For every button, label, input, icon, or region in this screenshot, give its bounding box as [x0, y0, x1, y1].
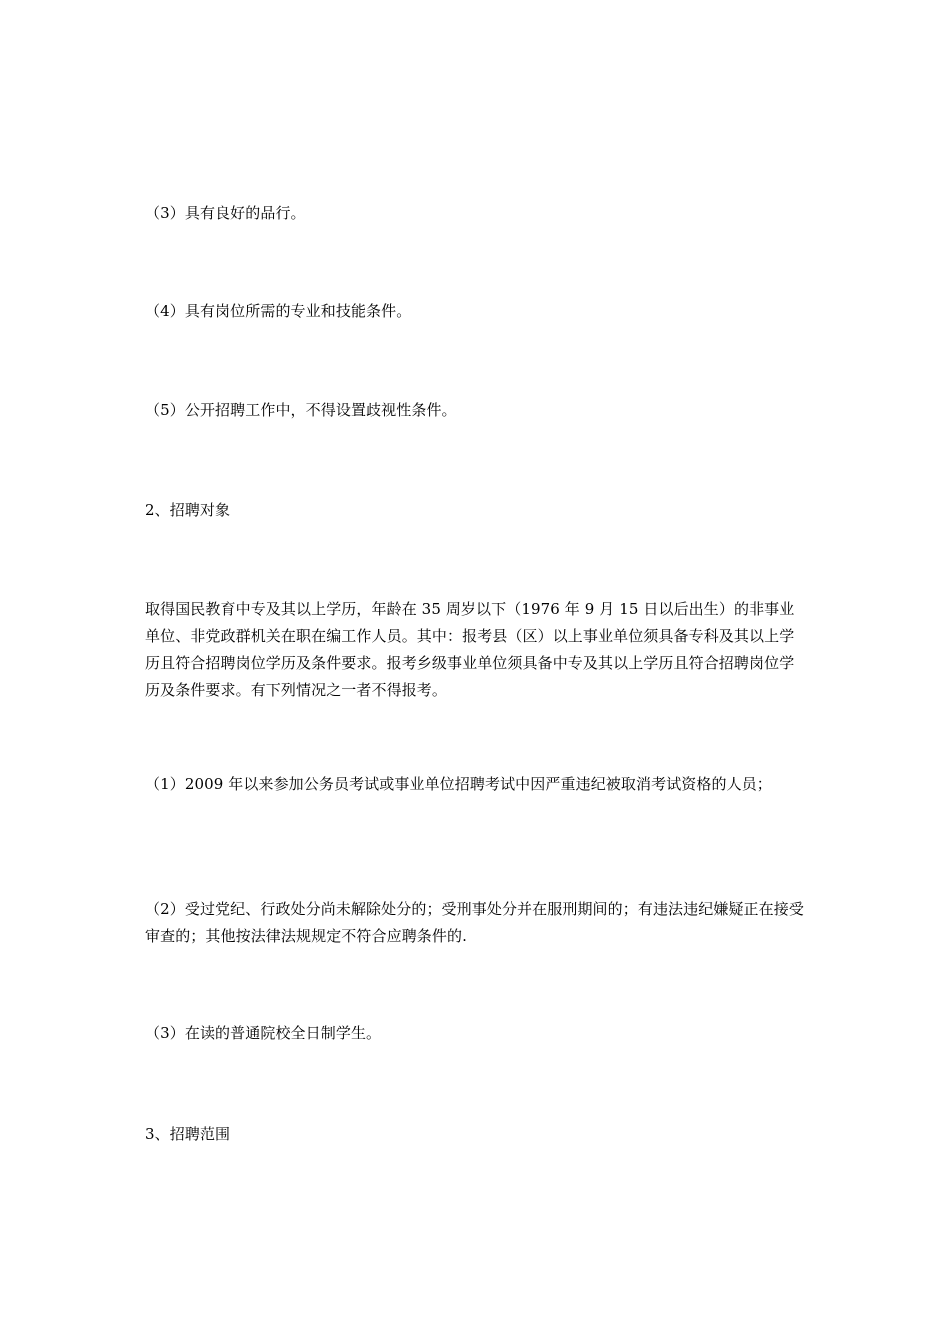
paragraph-exclusion-3: （3）在读的普通院校全日制学生。	[145, 1024, 382, 1042]
paragraph-exclusion-1: （1）2009 年以来参加公务员考试或事业单位招聘考试中因严重违纪被取消考试资格的人员；	[145, 775, 772, 793]
section-heading-recruitment-targets: 2、招聘对象	[145, 501, 231, 519]
section-heading-recruitment-scope: 3、招聘范围	[145, 1125, 231, 1143]
paragraph-recruitment-targets: 取得国民教育中专及其以上学历，年龄在 35 周岁以下（1976 年 9 月 15 日以后出生）的非事业单位、非党政群机关在职在编工作人员。其中：报考县（区）以上事业单位须具备专科及其以上学历且符合招聘岗位学历及条件要求。报考乡级事业单位须具备中专及其以上学历且符合招聘岗位学历及条件要求。有下列情况之一者不得报考。	[145, 600, 795, 699]
paragraph-condition-4: （4）具有岗位所需的专业和技能条件。	[145, 302, 412, 320]
paragraph-exclusion-2: （2）受过党纪、行政处分尚未解除处分的；受刑事处分并在服刑期间的；有违法违纪嫌疑正在接受审查的；其他按法律法规规定不符合应聘条件的.	[145, 900, 804, 945]
paragraph-condition-5: （5）公开招聘工作中，不得设置歧视性条件。	[145, 401, 457, 419]
paragraph-condition-3: （3）具有良好的品行。	[145, 204, 306, 222]
